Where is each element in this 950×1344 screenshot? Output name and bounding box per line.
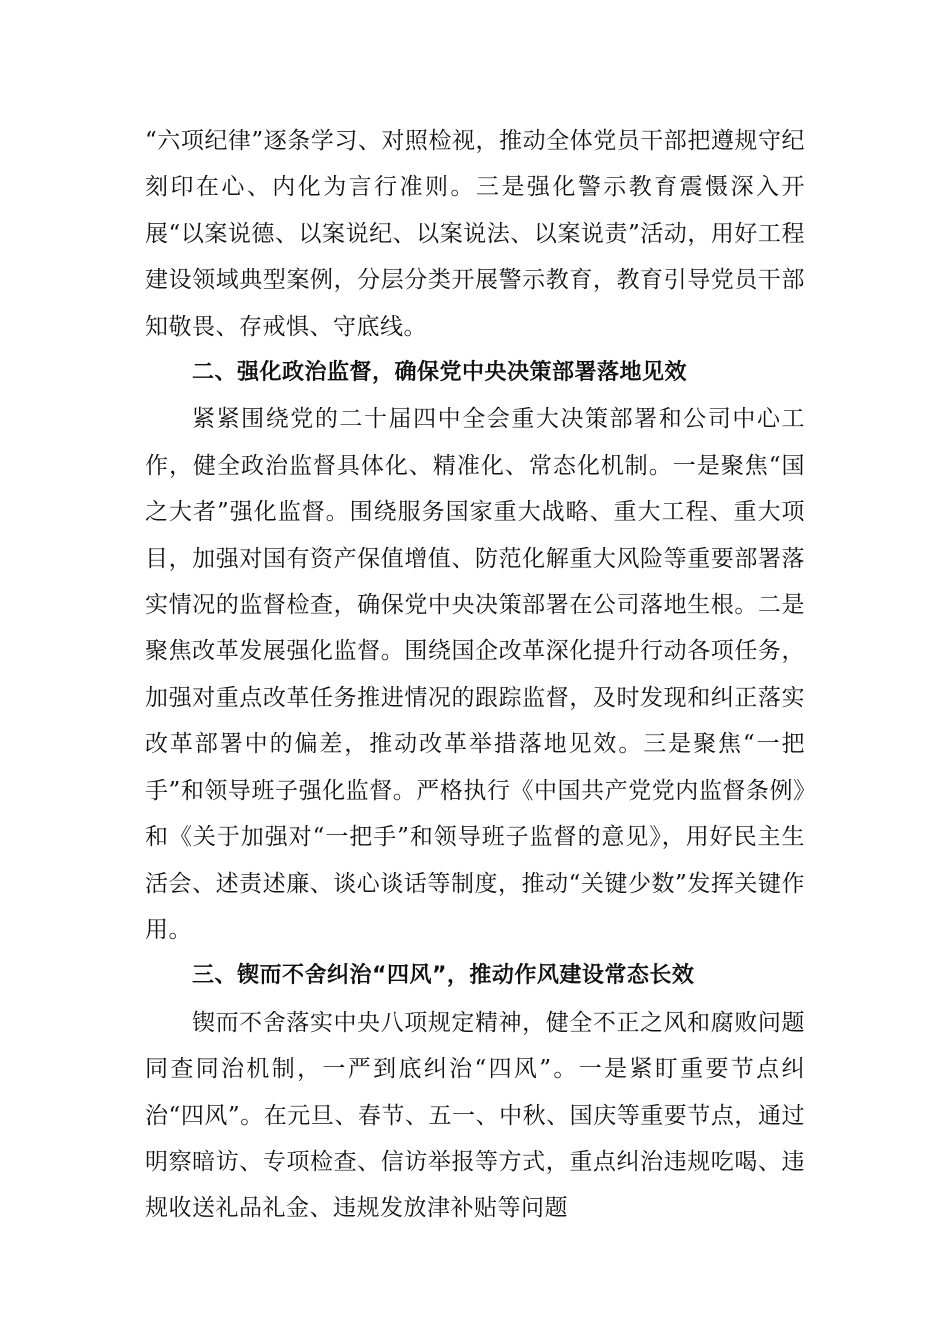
section-heading-2: 二、强化政治监督，确保党中央决策部署落地见效 bbox=[192, 360, 688, 386]
document-body bbox=[145, 118, 805, 1232]
section-heading-3: 三、锲而不舍纠治“四风”，推动作风建设常态长效 bbox=[192, 963, 695, 989]
paragraph-continued: “六项纪律”逐条学习、对照检视，推动全体党员干部把遵规守纪刻印在心、内化为言行准则。三是强化警示教育震慑深入开展“以案说德、以案说纪、以案说法、以案说责”活动，用好工程建设领域典型案例，分层分类开展警示教育，教育引导党员干部知敬畏、存戒惧、守底线。 bbox=[145, 128, 805, 340]
paragraph-section-2: 紧紧围绕党的二十届四中全会重大决策部署和公司中心工作，健全政治监督具体化、精准化、常态化机制。一是聚焦“国之大者”强化监督。围绕服务国家重大战略、重大工程、重大项目，加强对国有资产保值增值、防范化解重大风险等重要部署落实情况的监督检查，确保党中央决策部署在公司落地生根。二是聚焦改革发展强化监督。围绕国企改革深化提升行动各项任务，加强对重点改革任务推进情况的跟踪监督，及时发现和纠正落实改革部署中的偏差，推动改革举措落地见效。三是聚焦“一把手”和领导班子强化监督。严格执行《中国共产党党内监督条例》和《关于加强对“一把手”和领导班子监督的意见》，用好民主生活会、述责述廉、谈心谈话等制度，推动“关键少数”发挥关键作用。 bbox=[145, 406, 805, 943]
paragraph-section-3: 锲而不舍落实中央八项规定精神，健全不正之风和腐败问题同查同治机制，一严到底纠治“四风”。一是紧盯重要节点纠治“四风”。在元旦、春节、五一、中秋、国庆等重要节点，通过明察暗访、专项检查、信访举报等方式，重点纠治违规吃喝、违规收送礼品礼金、违规发放津补贴等问题 bbox=[145, 1009, 805, 1222]
